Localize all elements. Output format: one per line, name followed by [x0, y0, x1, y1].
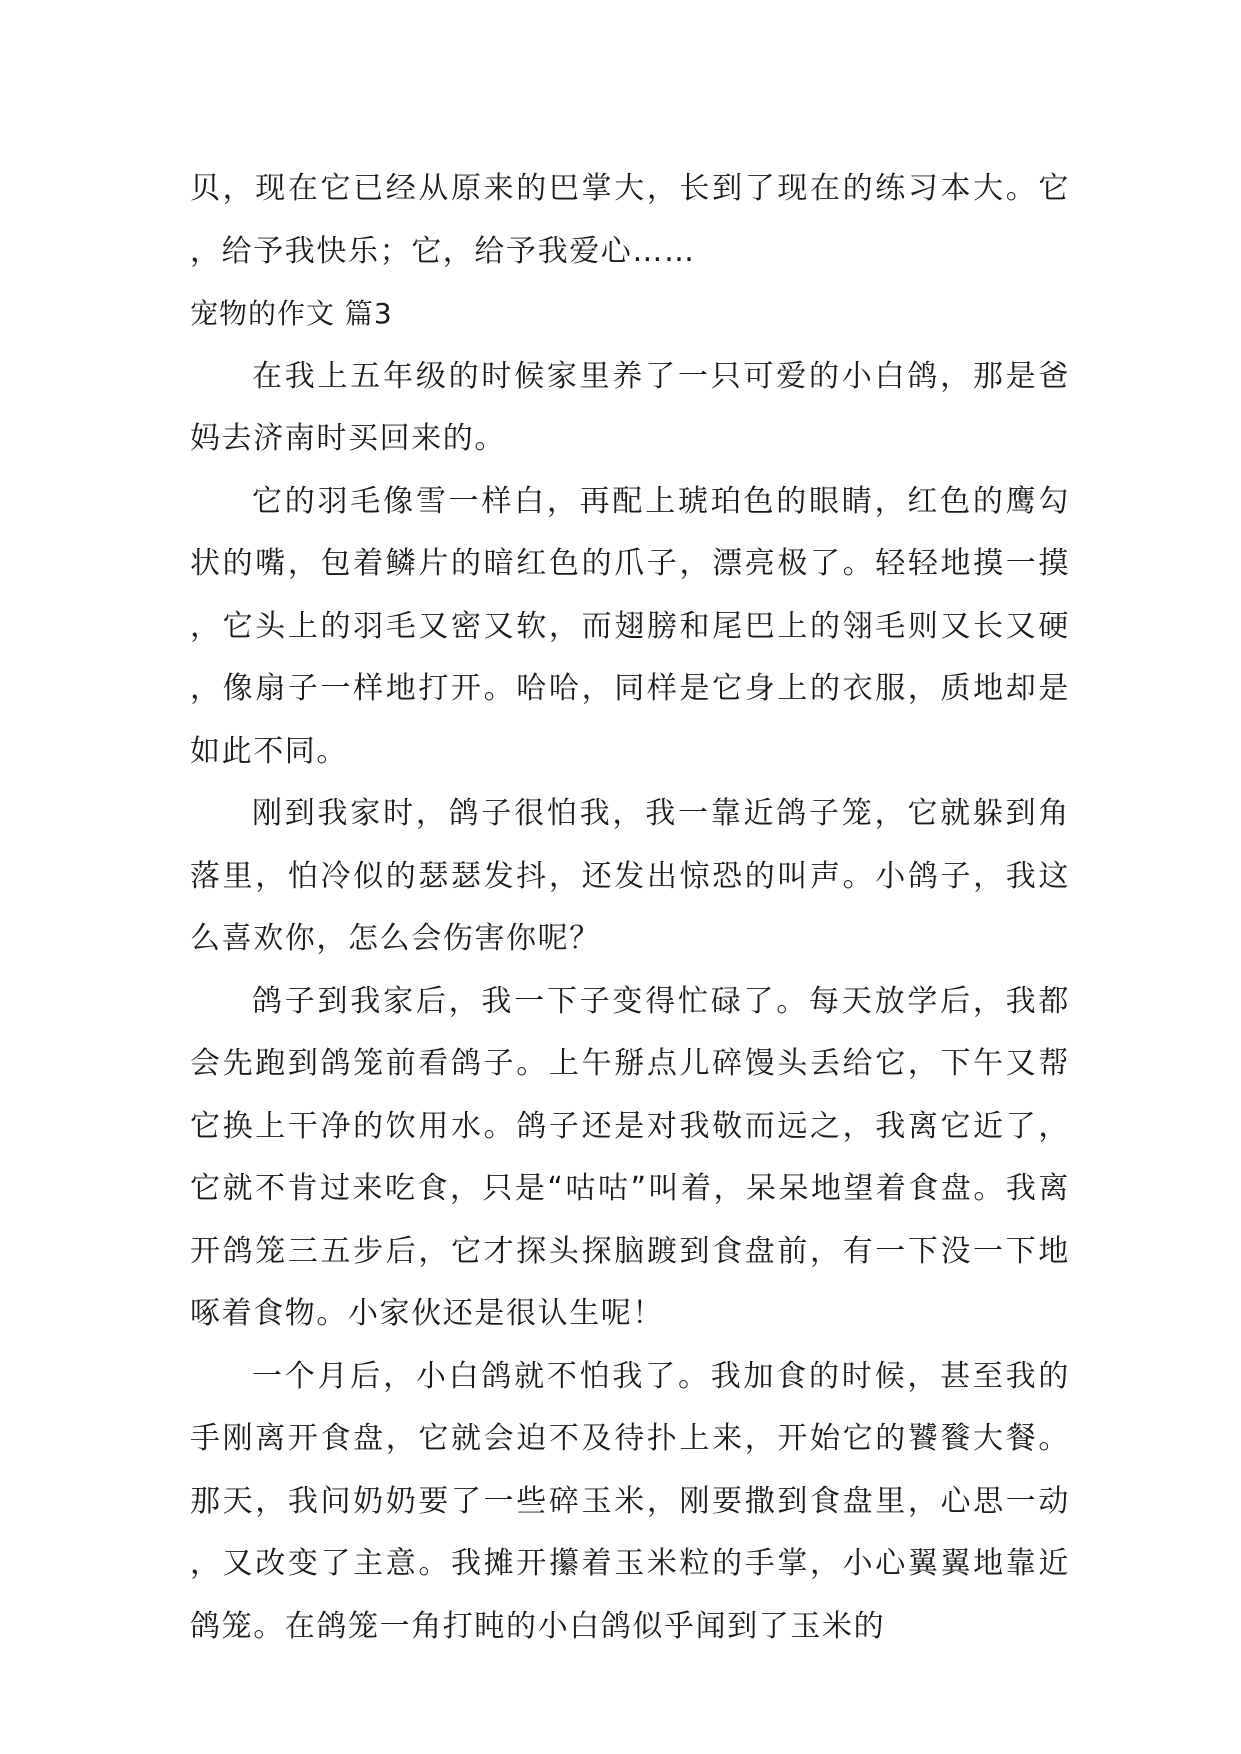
paragraph-3: 刚到我家时，鸽子很怕我，我一靠近鸽子笼，它就躲到角落里，怕冷似的瑟瑟发抖，还发出惊恐的叫声。小鸽子，我这么喜欢你，怎么会伤害你呢？: [190, 796, 1070, 956]
paragraph-4: 鸽子到我家后，我一下子变得忙碌了。每天放学后，我都会先跑到鸽笼前看鸽子。上午掰点儿碎馒头丢给它，下午又帮它换上干净的饮用水。鸽子还是对我敬而远之，我离它近了，它就不肯过来吃食，只是“咕咕”叫着，呆呆地望着食盘。我离开鸽笼三五步后，它才探头探脑踱到食盘前，有一下没一下地啄着食物。小家伙还是很认生呢！: [190, 983, 1070, 1331]
paragraph-1: 在我上五年级的时候家里养了一只可爱的小白鸽，那是爸妈去济南时买回来的。: [190, 358, 1070, 456]
paragraph-5: 一个月后，小白鸽就不怕我了。我加食的时候，甚至我的手刚离开食盘，它就会迫不及待扑上来，开始它的饕餮大餐。那天，我问奶奶要了一些碎玉米，刚要撒到食盘里，心思一动，又改变了主意。我摊开攥着玉米粒的手掌，小心翼翼地靠近鸽笼。在鸽笼一角打盹的小白鸽似乎闻到了玉米的: [190, 1358, 1070, 1644]
document-body: [190, 158, 1070, 1658]
section-heading: 宠物的作文 篇3: [190, 297, 393, 330]
paragraph-2: 它的羽毛像雪一样白，再配上琥珀色的眼睛，红色的鹰勾状的嘴，包着鳞片的暗红色的爪子，漂亮极了。轻轻地摸一摸，它头上的羽毛又密又软，而翅膀和尾巴上的翎毛则又长又硬，像扇子一样地打开。哈哈，同样是它身上的衣服，质地却是如此不同。: [190, 483, 1070, 769]
paragraph-continuation: 贝，现在它已经从原来的巴掌大，长到了现在的练习本大。它，给予我快乐；它，给予我爱心……: [190, 171, 1070, 269]
